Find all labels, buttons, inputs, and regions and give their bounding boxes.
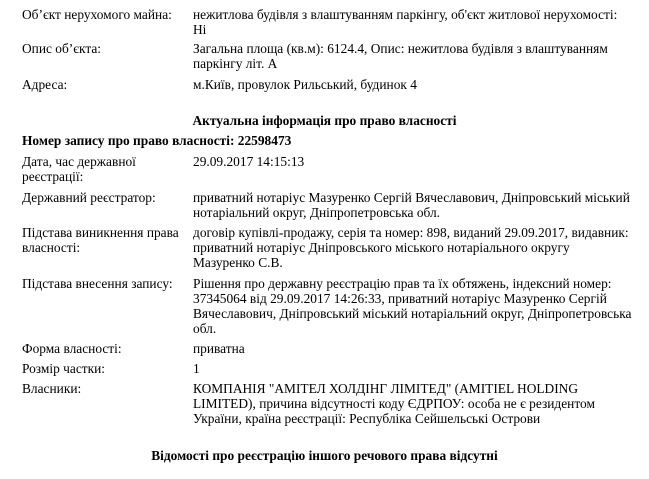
record-basis-label: Підстава внесення запису: <box>22 276 173 291</box>
object-type-value: нежитлова будівля з влаштуванням паркінгу, об'єкт житлової нерухомості: Ні <box>193 7 618 37</box>
ownership-basis-value: договір купівлі-продажу, серія та номер: 898, виданий 29.09.2017, видавник: приватний нотаріус Дніпровського міського нотаріального округу Мазуренко С.В. <box>193 225 629 270</box>
owners-value: КОМПАНІЯ "АМІТЕЛ ХОЛДІНГ ЛІМІТЕД" (AMITIEL HOLDING LIMITED), причина відсутності коду ЄДРПОУ: особа не є резидентом України, країна реєстрації: Республіка Сейшельські Острови <box>193 381 595 426</box>
owners-label: Власники: <box>22 381 82 396</box>
object-type-label: Об’єкт нерухомого майна: <box>22 7 172 22</box>
record-basis-value: Рішення про державну реєстрацію прав та їх обтяжень, індексний номер: 37345064 від 29.09.2017 14:26:33, приватний нотаріус Мазуренко Сергій Вячеславович, Дніпровський міський нотаріальний округ, Дніпропетровська обл. <box>193 276 632 336</box>
registration-date-label: Дата, час державної реєстрації: <box>22 154 136 184</box>
ownership-basis-label: Підстава виникнення права власності: <box>22 225 179 255</box>
object-description-value: Загальна площа (кв.м): 6124.4, Опис: нежитлова будівля з влаштуванням паркінгу літ. А <box>193 41 608 71</box>
share-size-value: 1 <box>193 361 200 376</box>
registrar-label: Державний реєстратор: <box>22 190 156 205</box>
address-label: Адреса: <box>22 77 68 92</box>
address-value: м.Київ, провулок Рильський, будинок 4 <box>193 77 417 92</box>
ownership-form-label: Форма власності: <box>22 341 122 356</box>
ownership-form-value: приватна <box>193 341 245 356</box>
ownership-section-title: Актуальна інформація про право власності <box>192 113 457 128</box>
ownership-record-number: Номер запису про право власності: 22598473 <box>22 133 292 148</box>
other-rights-section-title: Відомості про реєстрацію іншого речового права відсутні <box>151 448 498 463</box>
object-description-label: Опис об’єкта: <box>22 41 102 56</box>
registrar-value: приватний нотаріус Мазуренко Сергій Вячеславович, Дніпровський міський нотаріальний округ, Дніпропетровська обл. <box>193 190 630 220</box>
share-size-label: Розмір частки: <box>22 361 106 376</box>
registration-date-value: 29.09.2017 14:15:13 <box>193 154 305 169</box>
